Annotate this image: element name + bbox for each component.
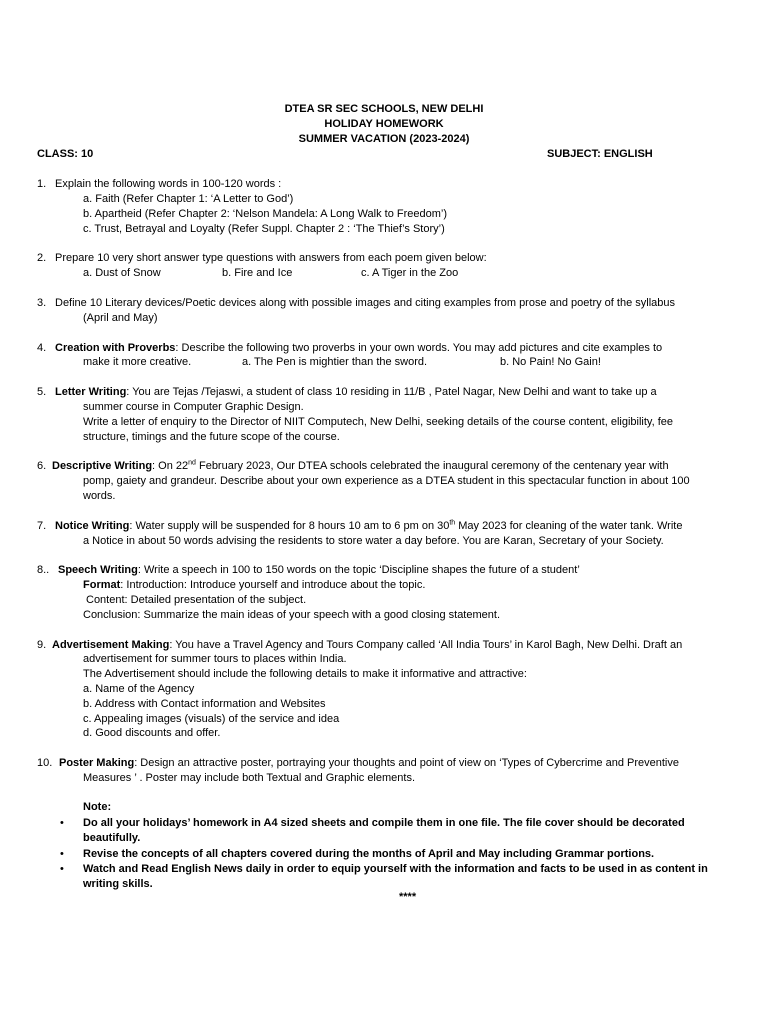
q2-number: 2. — [37, 252, 47, 264]
q9-number: 9. — [37, 639, 47, 651]
q1-item-c: c. Trust, Betrayal and Loyalty (Refer Suppl. Chapter 2 : ‘The Thief’s Story’) — [83, 223, 445, 235]
q4-heading: Creation with Proverbs — [55, 342, 176, 354]
q3-number: 3. — [37, 297, 47, 309]
q6-heading: Descriptive Writing — [52, 460, 153, 472]
q7-number: 7. — [37, 520, 47, 532]
q8-content: Content: Detailed presentation of the subject. — [86, 594, 307, 606]
q6-text-2: pomp, gaiety and grandeur. Describe about your own experience as a DTEA student in this spectacular function in about 100 — [83, 475, 690, 487]
class-label: CLASS: 10 — [37, 148, 94, 160]
note-item-3: Watch and Read English News daily in order to equip yourself with the information and facts to be used in as content in — [83, 863, 708, 875]
q10-text: Poster Making: Design an attractive poster, portraying your thoughts and point of view on ‘Types of Cybercrime and Preventive — [59, 757, 679, 769]
q4-proverb-b: b. No Pain! No Gain! — [500, 356, 601, 368]
q8-format: Format: Introduction: Introduce yourself and introduce about the topic. — [83, 579, 426, 591]
q6-text: Descriptive Writing: On 22nd February 2023, Our DTEA schools celebrated the inaugural ceremony of the centenary year with — [52, 459, 669, 472]
q6-number: 6. — [37, 460, 47, 472]
q7-heading: Notice Writing — [55, 520, 130, 532]
q7-text: Notice Writing: Water supply will be suspended for 8 hours 10 am to 6 pm on 30th May 2023 for cleaning of the water tank. Write — [55, 519, 683, 532]
q8-number: 8.. — [37, 564, 50, 576]
q1-item-b: b. Apartheid (Refer Chapter 2: ‘Nelson Mandela: A Long Walk to Freedom’) — [83, 208, 448, 220]
q4-text: Creation with Proverbs: Describe the following two proverbs in your own words. You may add pictures and cite examples to — [55, 342, 663, 354]
q1-number: 1. — [37, 178, 47, 190]
q2-text: Prepare 10 very short answer type questions with answers from each poem given below: — [55, 252, 487, 264]
q4-number: 4. — [37, 342, 47, 354]
school-name: DTEA SR SEC SCHOOLS, NEW DELHI — [284, 103, 484, 115]
q9-heading: Advertisement Making — [52, 639, 170, 651]
q1-text: Explain the following words in 100-120 words : — [55, 178, 282, 190]
q1-item-a: a. Faith (Refer Chapter 1: ‘A Letter to God’) — [83, 193, 294, 205]
q9-item-a: a. Name of the Agency — [83, 683, 195, 695]
bullet-icon: • — [60, 817, 64, 829]
end-mark: **** — [399, 891, 417, 903]
q2-item-b: b. Fire and Ice — [222, 267, 293, 279]
q9-text-2: advertisement for summer tours to places within India. — [83, 653, 347, 665]
q9-item-d: d. Good discounts and offer. — [83, 727, 221, 739]
q9-text: Advertisement Making: You have a Travel Agency and Tours Company called ‘All India Tours’ in Karol Bagh, New Delhi. Draft an — [52, 639, 683, 651]
note-label: Note: — [83, 801, 112, 813]
q6-text-3: words. — [83, 490, 116, 502]
q8-conclusion: Conclusion: Summarize the main ideas of your speech with a good closing statement. — [83, 609, 500, 621]
note-item-1: Do all your holidays’ homework in A4 sized sheets and compile them in one file. The file cover should be decorated — [83, 817, 685, 829]
q5-heading: Letter Writing — [55, 386, 127, 398]
q8-heading: Speech Writing — [58, 564, 138, 576]
q9-item-c: c. Appealing images (visuals) of the service and idea — [83, 713, 340, 725]
q7-text-2: a Notice in about 50 words advising the residents to store water a day before. You are Karan, Secretary of your Society. — [83, 535, 664, 547]
q4-proverb-a: a. The Pen is mightier than the sword. — [242, 356, 428, 368]
note-item-2: Revise the concepts of all chapters covered during the months of April and May including Grammar portions. — [83, 848, 655, 860]
q10-text-2: Measures ’ . Poster may include both Textual and Graphic elements. — [83, 772, 416, 784]
q5-number: 5. — [37, 386, 47, 398]
q9-item-b: b. Address with Contact information and Websites — [83, 698, 326, 710]
bullet-icon: • — [60, 863, 64, 875]
q5-text-4: structure, timings and the future scope of the course. — [83, 431, 340, 443]
q10-number: 10. — [37, 757, 53, 769]
session-title: SUMMER VACATION (2023-2024) — [298, 133, 470, 145]
q8-text: Speech Writing: Write a speech in 100 to 150 words on the topic ‘Discipline shapes the future of a student’ — [58, 564, 580, 576]
q2-item-c: c. A Tiger in the Zoo — [361, 267, 459, 279]
document-title: HOLIDAY HOMEWORK — [324, 118, 444, 130]
q4-text-cont: make it more creative. — [83, 356, 192, 368]
q5-text-2: summer course in Computer Graphic Design. — [83, 401, 304, 413]
note-item-1-cont: beautifully. — [83, 832, 141, 844]
bullet-icon: • — [60, 848, 64, 860]
q3-text: Define 10 Literary devices/Poetic devices along with possible images and citing examples from prose and poetry of the syllabus — [55, 297, 675, 309]
q2-item-a: a. Dust of Snow — [83, 267, 161, 279]
q9-text-3: The Advertisement should include the following details to make it informative and attractive: — [83, 668, 527, 680]
q10-heading: Poster Making — [59, 757, 135, 769]
subject-label: SUBJECT: ENGLISH — [547, 148, 653, 160]
q5-text-3: Write a letter of enquiry to the Director of NIIT Computech, New Delhi, seeking details of the course content, eligibility, fee — [83, 416, 674, 428]
note-item-3-cont: writing skills. — [83, 878, 153, 890]
q3-text-cont: (April and May) — [83, 312, 158, 324]
q5-text: Letter Writing: You are Tejas /Tejaswi, a student of class 10 residing in 11/B , Patel Nagar, New Delhi and want to take up a — [55, 386, 657, 398]
